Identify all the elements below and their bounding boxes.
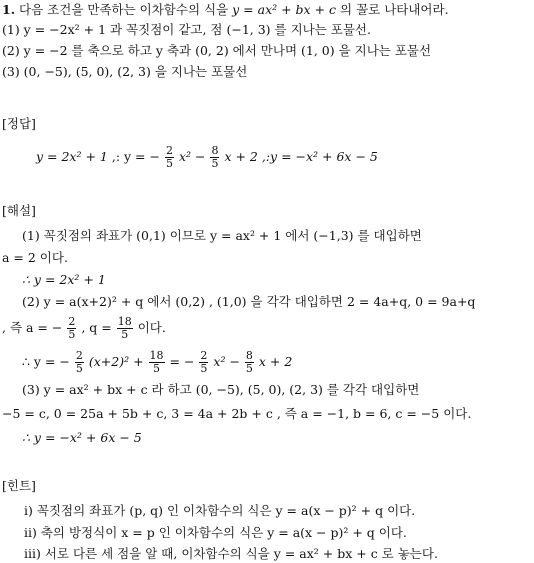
- condition-2: (2) y = −2 를 축으로 하고 y 축과 (0, 2) 에서 만나며 (1, 0) 을 지나는 포물선: [2, 43, 432, 58]
- fraction-8-5: $\frac{8}{5}$: [245, 349, 253, 375]
- solution-2c: ∴ y = − $\frac{2}{5}$ (x+2)² + $\frac{18}{5}$ = − $\frac{2}{5}$ x² − $\frac{8}{5}$ x + 2: [22, 349, 293, 375]
- fraction-2-5: $\frac{2}{5}$: [75, 349, 83, 375]
- answer-2-end: x + 2: [224, 149, 258, 164]
- fraction-2-5: $\frac{2}{5}$: [165, 144, 173, 170]
- problem-number: 1.: [2, 2, 16, 17]
- fraction-18-5: $\frac{18}{5}$: [117, 315, 132, 341]
- fraction-18-5: $\frac{18}{5}$: [149, 349, 164, 375]
- solution-1b: a = 2 이다.: [2, 250, 68, 265]
- problem-stem: 다음 조건을 만족하는 이차함수의 식을: [19, 2, 229, 17]
- solution-1: (1) 꼭짓점의 좌표가 (0,1) 이므로 y = ax² + 1 에서 (−1,3) 를 대입하면: [22, 228, 422, 243]
- answer-3: ,:y = −x² + 6x − 5: [261, 149, 378, 164]
- condition-1: (1) y = −2x² + 1 과 꼭짓점이 같고, 점 (−1, 3) 를 지나는 포물선.: [2, 22, 371, 37]
- answer-1: y = 2x² + 1: [36, 149, 108, 164]
- answer-2-prefix: ,: y = −: [111, 149, 160, 164]
- fraction-2-5: $\frac{2}{5}$: [68, 315, 76, 341]
- fraction-8-5: $\frac{8}{5}$: [211, 144, 219, 170]
- solution-2b: , 즉 a = − $\frac{2}{5}$ , q = $\frac{18}{5}$ 이다.: [2, 315, 166, 341]
- problem-formula: y = ax² + bx + c: [232, 2, 337, 17]
- hint-1: ⅰ) 꼭짓점의 좌표가 (p, q) 인 이차함수의 식은 y = a(x − p)² + q 이다.: [24, 503, 416, 518]
- problem-header: [2, 2, 449, 18]
- solution-3: (3) y = ax² + bx + c 라 하고 (0, −5), (5, 0), (2, 3) 를 각각 대입하면: [22, 382, 420, 397]
- answer-2-mid: x² −: [178, 149, 206, 164]
- solution-3b: −5 = c, 0 = 25a + 5b + c, 3 = 4a + 2b + c , 즉 a = −1, b = 6, c = −5 이다.: [2, 406, 472, 421]
- hint-3: ⅲ) 서로 다른 세 점을 알 때, 이차함수의 식을 y = ax² + bx + c 로 놓는다.: [24, 546, 438, 561]
- hint-heading: [힌트]: [2, 478, 36, 493]
- solution-2: (2) y = a(x+2)² + q 에서 (0,2) , (1,0) 을 각각 대입하면 2 = 4a+q, 0 = 9a+q: [22, 294, 476, 309]
- answer-heading: [정답]: [2, 116, 36, 131]
- fraction-2-5: $\frac{2}{5}$: [200, 349, 208, 375]
- problem-stem-tail: 의 꼴로 나타내어라.: [340, 2, 449, 17]
- solution-3c: ∴ y = −x² + 6x − 5: [22, 430, 142, 445]
- condition-3: (3) (0, −5), (5, 0), (2, 3) 을 지나는 포물선: [2, 64, 248, 79]
- solution-1c: ∴ y = 2x² + 1: [22, 272, 106, 287]
- hint-2: ⅱ) 축의 방정식이 x = p 인 이차함수의 식은 y = a(x − p)² + q 이다.: [24, 525, 407, 540]
- solution-heading: [해설]: [2, 203, 36, 218]
- answer-line: [36, 143, 378, 171]
